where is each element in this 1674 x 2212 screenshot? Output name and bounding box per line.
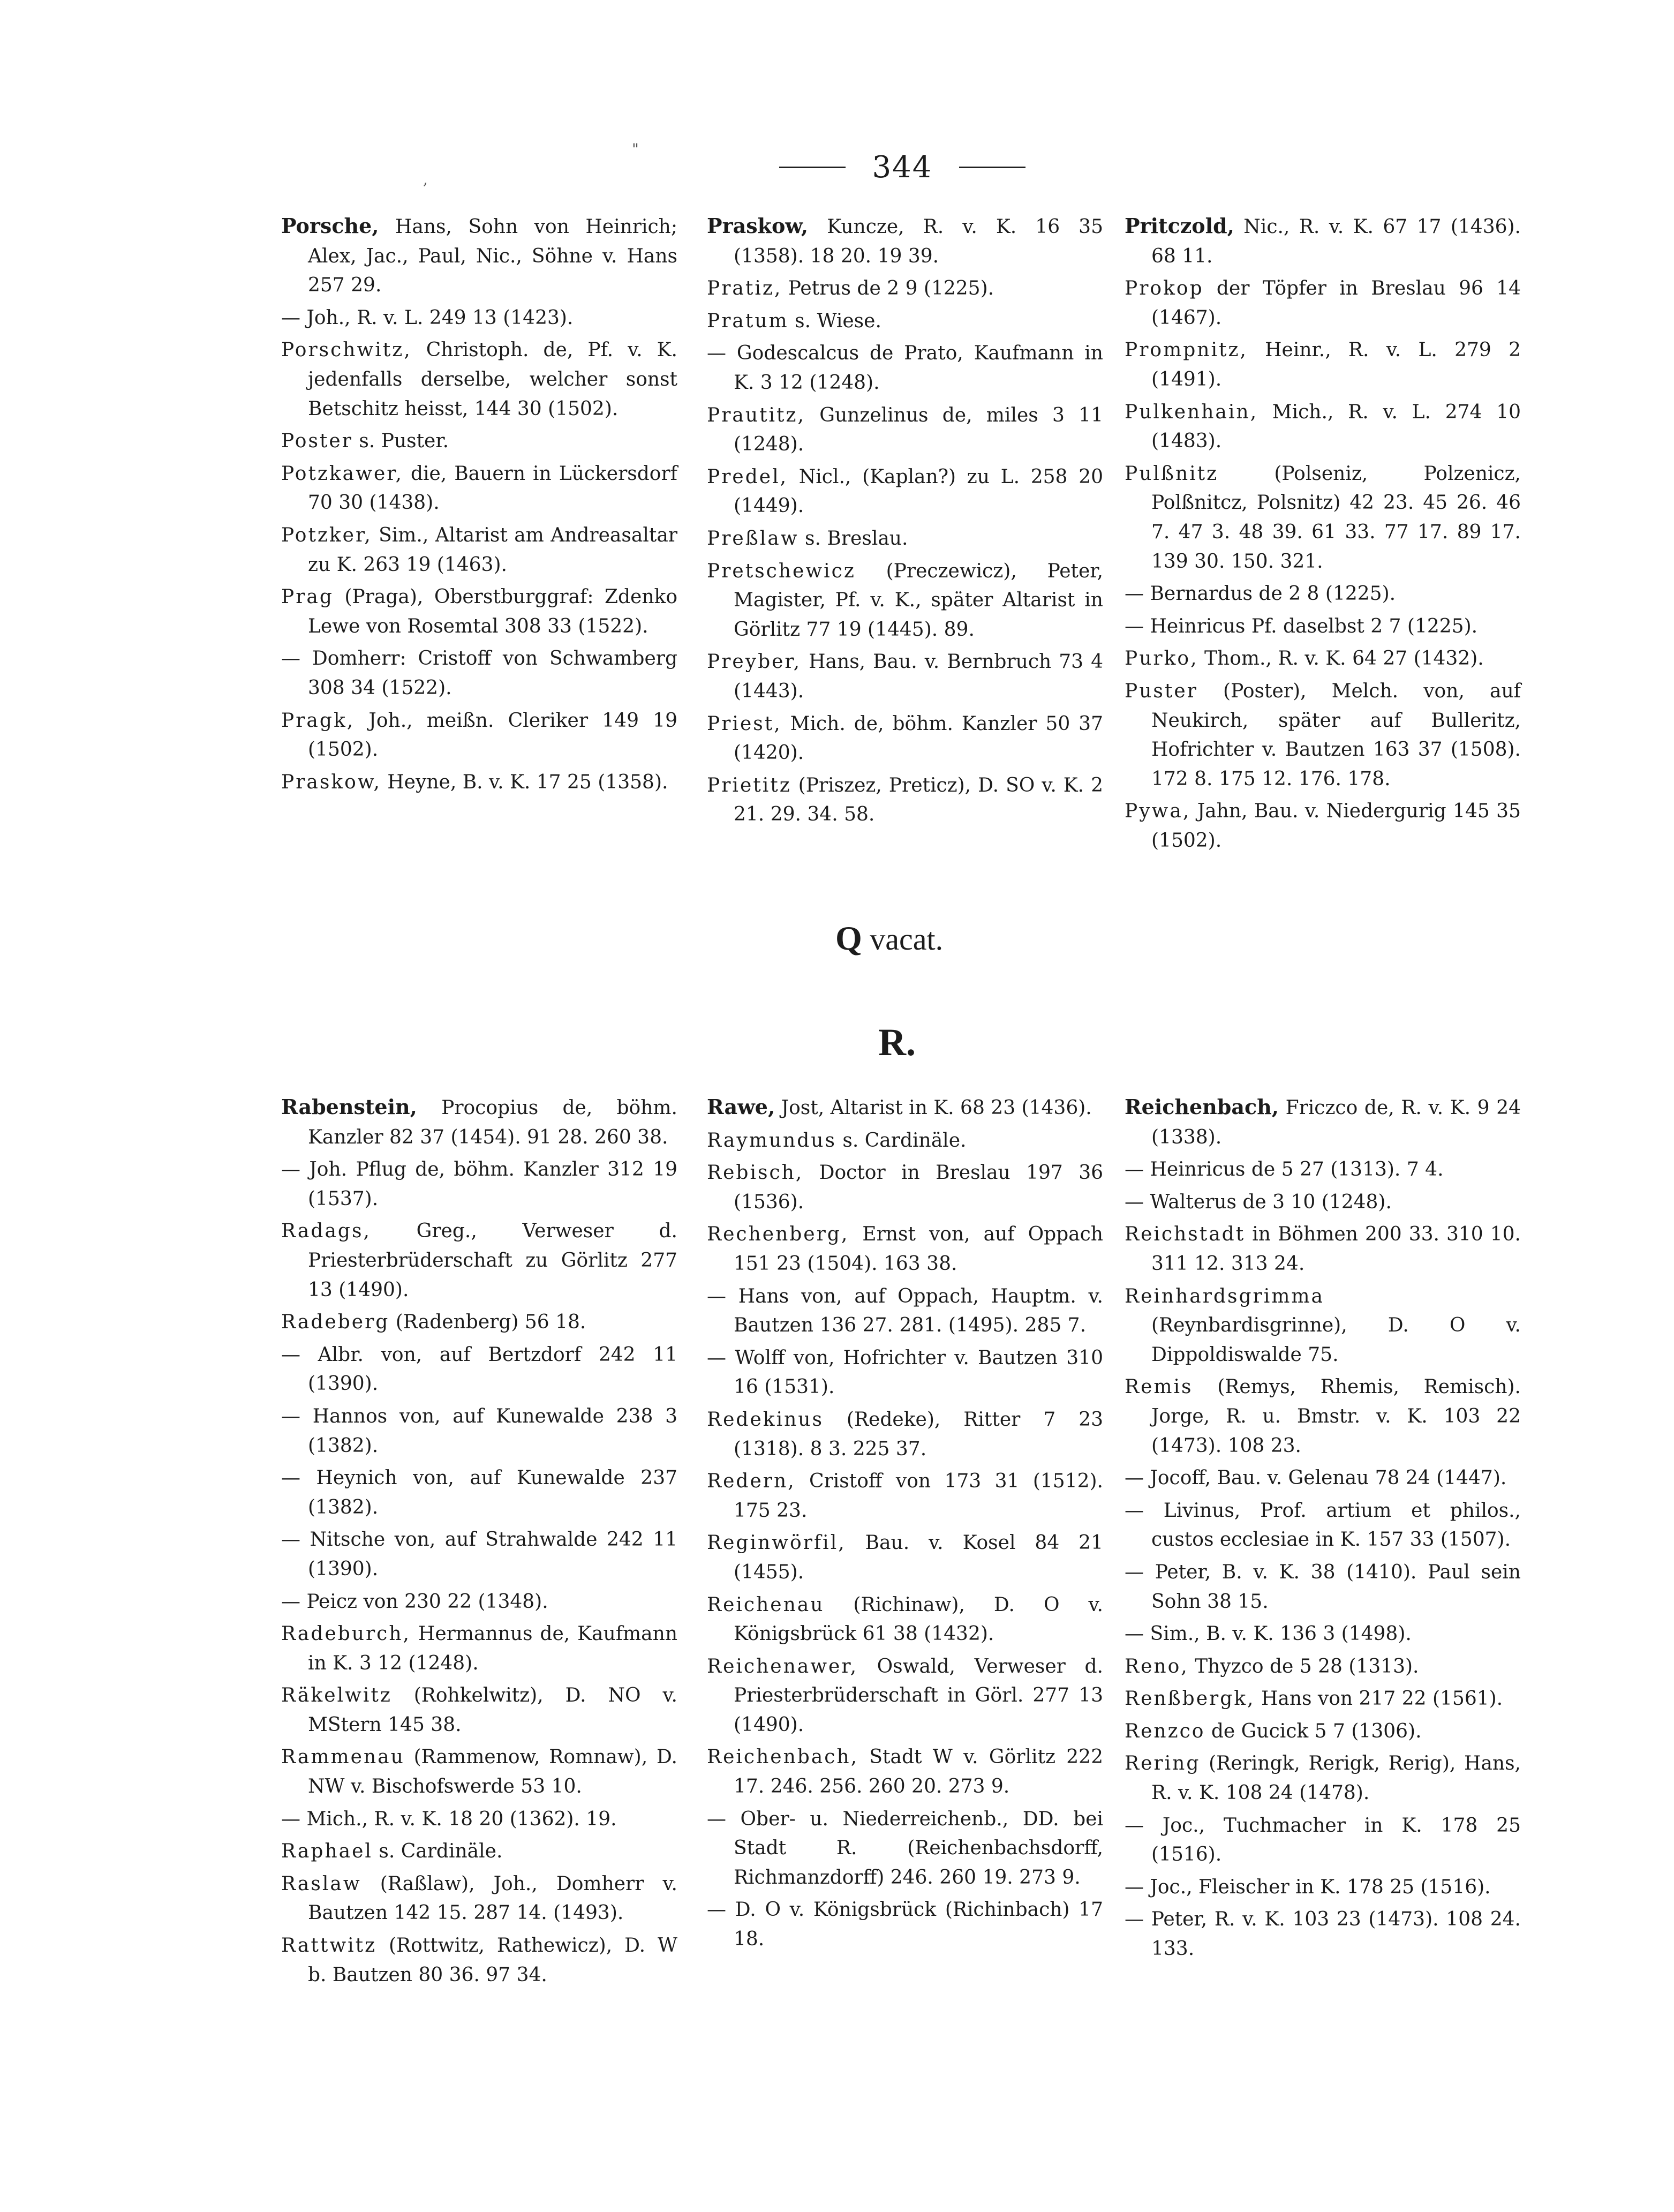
index-entry: [707, 1344, 1103, 1402]
index-entry-text: Christoph. de, Pf. v. K. jedenfalls derselbe, welcher sonst Betschitz heisst, 144 30 (1502).: [308, 339, 677, 420]
index-entry: [707, 710, 1103, 768]
index-entry-headword: Pritczold,: [1125, 214, 1234, 238]
stray-mark-quote: ": [632, 140, 639, 158]
index-entry-text: Jahn, Bau. v. Niedergurig 145 35 (1502).: [1151, 800, 1521, 852]
index-entry-headword: Pratiz,: [707, 277, 782, 300]
index-entry-headword: Prokop: [1125, 277, 1204, 300]
index-entry-text: Nicl., (Kaplan?) zu L. 258 20 (1449).: [734, 465, 1103, 517]
index-entry-headword: Prompnitz,: [1125, 339, 1248, 362]
index-entry-text: (Raßlaw), Joh., Domherr v. Bautzen 142 15. 287 14. (1493).: [308, 1872, 677, 1924]
index-column-top-2: [707, 212, 1103, 833]
index-entry-text: — Hannos von, auf Kunewalde 238 3 (1382).: [281, 1405, 677, 1457]
index-entry-headword: Redekinus: [707, 1408, 824, 1431]
index-entry: [281, 1308, 677, 1337]
index-entry: [281, 1464, 677, 1522]
index-entry-text: s. Cardinäle.: [372, 1840, 503, 1863]
index-entry-headword: Pulkenhain,: [1125, 401, 1258, 423]
index-entry: [281, 1341, 677, 1399]
index-entry: [281, 460, 677, 518]
index-entry: [1125, 1558, 1521, 1616]
index-entry: [1125, 212, 1521, 271]
index-column-bottom-2: [707, 1093, 1103, 1958]
index-entry-text: Joh., meißn. Cleriker 149 19 (1502).: [308, 709, 677, 761]
index-entry-text: — Peter, R. v. K. 103 23 (1473). 108 24. 133.: [1125, 1908, 1521, 1960]
index-entry: [707, 1743, 1103, 1801]
index-entry-text: (Reynbardisgrinne), D. O v. Dippoldiswalde 75.: [1151, 1314, 1521, 1366]
index-entry-text: Gunzelinus de, miles 3 11 (1248).: [734, 404, 1103, 456]
index-entry-headword: Remis: [1125, 1376, 1193, 1398]
index-entry: [281, 1743, 677, 1801]
index-entry-headword: Preyber,: [707, 651, 802, 673]
index-entry: [1125, 1620, 1521, 1649]
index-entry-headword: Reichenau: [707, 1593, 825, 1616]
index-entry: [1125, 580, 1521, 609]
index-entry-headword: Pragk,: [281, 709, 355, 732]
index-entry-text: s. Breslau.: [798, 527, 908, 550]
index-entry-headword: Potzkawer,: [281, 462, 403, 485]
index-entry: [281, 583, 677, 641]
index-entry-headword: Rechenberg,: [707, 1223, 849, 1246]
index-entry-text: — Heynich von, auf Kunewalde 237 (1382).: [281, 1467, 677, 1518]
index-entry: [281, 1093, 677, 1152]
index-entry: [1125, 1464, 1521, 1493]
index-entry-headword: Pretschewicz: [707, 560, 856, 582]
index-entry: [281, 1837, 677, 1867]
index-entry: [707, 307, 1103, 336]
index-entry: [707, 524, 1103, 554]
index-entry-text: Cristoff von 173 31 (1512). 175 23.: [734, 1470, 1103, 1522]
index-entry-text: Kuncze, R. v. K. 16 35 (1358). 18 20. 19 39.: [734, 216, 1103, 267]
index-entry-text: Petrus de 2 9 (1225).: [782, 277, 994, 300]
index-entry-headword: Praskow,: [707, 214, 809, 238]
index-entry: [281, 304, 677, 333]
index-entry-headword: Radags,: [281, 1220, 371, 1243]
index-entry: [281, 1681, 677, 1740]
index-entry-text: Hermannus de, Kaufmann in K. 3 12 (1248).: [308, 1623, 677, 1674]
index-entry: [1125, 677, 1521, 794]
index-entry: [281, 1155, 677, 1214]
index-entry-text: (Polseniz, Polzenicz, Polßnitcz, Polsnitz) 42 23. 45 26. 46 7. 47 3. 48 39. 61 33. 77 17. 89 17. 139 30. 150. 321.: [1151, 462, 1521, 573]
index-entry-headword: Raslaw: [281, 1872, 361, 1895]
index-entry-headword: Rebisch,: [707, 1162, 804, 1184]
index-entry: [1125, 336, 1521, 394]
index-entry-headword: Reno,: [1125, 1655, 1189, 1677]
index-entry-headword: Raymundus: [707, 1129, 836, 1152]
index-entry-text: der Töpfer in Breslau 96 14 (1467).: [1151, 277, 1521, 329]
index-entry: [281, 521, 677, 580]
index-entry-text: (Reringk, Rerigk, Rerig), Hans, R. v. K. 108 24 (1478).: [1151, 1752, 1521, 1804]
index-entry: [281, 427, 677, 456]
index-entry: [1125, 1496, 1521, 1555]
index-entry-text: — Nitsche von, auf Strahwalde 242 11 (1390).: [281, 1529, 677, 1580]
page-number-text: 344: [872, 149, 933, 185]
index-entry-headword: Radeberg: [281, 1311, 390, 1334]
index-entry-text: — Peicz von 230 22 (1348).: [281, 1590, 548, 1613]
index-entry: [1125, 1873, 1521, 1902]
index-entry-headword: Priest,: [707, 712, 782, 735]
index-entry: [281, 1587, 677, 1617]
index-entry-text: — Joc., Fleischer in K. 178 25 (1516).: [1125, 1876, 1491, 1898]
page-number-right-rule: [959, 167, 1025, 168]
index-entry-text: — Albr. von, auf Bertzdorf 242 11 (1390).: [281, 1343, 677, 1395]
index-entry: [1125, 1684, 1521, 1714]
index-entry-headword: Rattwitz: [281, 1935, 377, 1957]
index-entry-text: in Böhmen 200 33. 310 10. 311 12. 313 24.: [1151, 1223, 1521, 1275]
section-q-heading: [835, 919, 943, 958]
index-entry-text: die, Bauern in Lückersdorf 70 30 (1438).: [308, 462, 677, 514]
index-entry-text: Hans, Sohn von Heinrich; Alex, Jac., Paul, Nic., Söhne v. Hans 257 29.: [308, 216, 677, 297]
index-entry-text: Heyne, B. v. K. 17 25 (1358).: [381, 771, 668, 793]
index-entry: [707, 1805, 1103, 1893]
index-entry-text: Stadt W v. Görlitz 222 17. 246. 256. 260 20. 273 9.: [734, 1746, 1103, 1798]
index-entry-text: s. Wiese.: [788, 310, 881, 332]
index-entry-text: (Rohkelwitz), D. NO v. MStern 145 38.: [308, 1684, 677, 1736]
index-entry: [1125, 398, 1521, 456]
index-entry: [1125, 1093, 1521, 1152]
index-entry-headword: Radeburch,: [281, 1623, 411, 1645]
index-entry: [281, 1805, 677, 1834]
index-entry: [281, 336, 677, 424]
index-entry-headword: Porsche,: [281, 214, 379, 238]
index-entry: [1125, 460, 1521, 576]
index-entry: [1125, 1905, 1521, 1963]
index-entry: [707, 557, 1103, 645]
index-entry-text: Greg., Verweser d. Priesterbrüderschaft zu Görlitz 277 13 (1490).: [308, 1220, 677, 1301]
index-entry-headword: Pratum: [707, 310, 789, 332]
index-entry: [281, 1402, 677, 1461]
index-entry: [707, 1467, 1103, 1525]
index-entry: [707, 1282, 1103, 1341]
index-entry-headword: Reichenawer,: [707, 1655, 858, 1677]
index-entry-text: — D. O v. Königsbrück (Richinbach) 17 18.: [707, 1899, 1103, 1951]
index-entry-text: — Peter, B. v. K. 38 (1410). Paul sein Sohn 38 15.: [1125, 1561, 1521, 1613]
index-entry-headword: Pywa,: [1125, 800, 1191, 823]
index-entry-text: (Priszez, Preticz), D. SO v. K. 2 21. 29. 34. 58.: [734, 774, 1103, 826]
index-entry-text: Heinr., R. v. L. 279 2 (1491).: [1151, 339, 1521, 390]
index-entry-text: — Bernardus de 2 8 (1225).: [1125, 583, 1396, 605]
index-entry: [1125, 274, 1521, 333]
index-entry-text: Jost, Altarist in K. 68 23 (1436).: [775, 1097, 1092, 1119]
index-column-bottom-1: [281, 1093, 677, 1993]
page-number-left-rule: [779, 167, 846, 168]
index-entry: [707, 212, 1103, 271]
index-entry: [707, 1405, 1103, 1464]
index-entry: [707, 1895, 1103, 1954]
index-entry-text: (Richinaw), D. O v. Königsbrück 61 38 (1432).: [734, 1593, 1103, 1645]
index-entry: [1125, 1155, 1521, 1185]
index-entry-text: (Praga), Oberstburggraf: Zdenko Lewe von Rosemtal 308 33 (1522).: [308, 586, 677, 637]
index-entry: [707, 1126, 1103, 1156]
index-entry-text: (Preczewicz), Peter, Magister, Pf. v. K., später Altarist in Görlitz 77 19 (1445). 89.: [734, 560, 1103, 641]
index-entry: [1125, 644, 1521, 674]
index-entry-headword: Renzco: [1125, 1720, 1205, 1742]
index-entry: [281, 1931, 677, 1990]
page-number: [752, 146, 1052, 189]
index-entry: [1125, 1220, 1521, 1278]
index-entry-text: Friczco de, R. v. K. 9 24 (1338).: [1151, 1097, 1521, 1148]
index-entry-headword: Renßbergk,: [1125, 1688, 1255, 1710]
index-entry-text: — Heinricus de 5 27 (1313). 7 4.: [1125, 1158, 1444, 1181]
index-entry-headword: Reginwörfil,: [707, 1532, 846, 1554]
index-entry-headword: Rawe,: [707, 1095, 775, 1119]
index-entry: [1125, 1749, 1521, 1808]
index-entry-text: Hans, Bau. v. Bernbruch 73 4 (1443).: [734, 651, 1103, 702]
index-entry-text: Thom., R. v. K. 64 27 (1432).: [1198, 648, 1484, 670]
index-entry-text: — Heinricus Pf. daselbst 2 7 (1225).: [1125, 615, 1478, 637]
index-entry: [707, 771, 1103, 830]
index-entry-headword: Preßlaw: [707, 527, 799, 550]
index-entry: [707, 339, 1103, 397]
index-entry-headword: Poster: [281, 430, 353, 453]
index-entry: [707, 1158, 1103, 1217]
index-column-top-3: [1125, 212, 1521, 859]
index-entry-headword: Rabenstein,: [281, 1095, 417, 1119]
index-entry-text: Mich. de, böhm. Kanzler 50 37 (1420).: [734, 712, 1103, 764]
index-entry: [1125, 1188, 1521, 1217]
index-entry: [707, 274, 1103, 304]
index-entry-text: — Domherr: Cristoff von Schwamberg 308 34 (1522).: [281, 648, 677, 699]
index-entry: [1125, 1652, 1521, 1682]
index-entry-text: Thyzco de 5 28 (1313).: [1188, 1655, 1419, 1677]
index-entry-headword: Reichenbach,: [1125, 1095, 1279, 1119]
index-entry-text: Oswald, Verweser d. Priesterbrüderschaft in Görl. 277 13 (1490).: [734, 1655, 1103, 1736]
index-entry: [1125, 1373, 1521, 1461]
index-entry-headword: Reinhardsgrimma: [1125, 1285, 1324, 1307]
index-entry-text: (Rottwitz, Rathewicz), D. W b. Bautzen 80 36. 97 34.: [308, 1935, 677, 1986]
section-q-text: vacat.: [870, 922, 944, 957]
index-entry: [281, 644, 677, 703]
index-entry: [707, 401, 1103, 460]
index-entry-text: — Godescalcus de Prato, Kaufmann in K. 3 12 (1248).: [707, 342, 1103, 394]
index-entry: [281, 1525, 677, 1584]
index-entry: [1125, 1282, 1521, 1370]
index-entry-text: s. Puster.: [352, 430, 449, 453]
index-entry-text: Sim., Altarist am Andreasaltar zu K. 263 19 (1463).: [308, 524, 677, 576]
index-entry-text: Hans von 217 22 (1561).: [1255, 1688, 1503, 1710]
index-entry-headword: Praskow,: [281, 771, 381, 793]
index-entry-headword: Predel,: [707, 465, 788, 488]
index-entry: [1125, 612, 1521, 642]
index-entry-text: (Remys, Rhemis, Remisch). Jorge, R. u. Bmstr. v. K. 103 22 (1473). 108 23.: [1151, 1376, 1521, 1457]
index-entry-text: — Joc., Tuchmacher in K. 178 25 (1516).: [1125, 1814, 1521, 1866]
index-entry-text: (Redeke), Ritter 7 23 (1318). 8 3. 225 37.: [734, 1408, 1103, 1460]
index-entry-headword: Rammenau: [281, 1746, 405, 1769]
index-entry-headword: Purko,: [1125, 648, 1198, 670]
index-entry-text: — Jocoff, Bau. v. Gelenau 78 24 (1447).: [1125, 1467, 1507, 1489]
index-entry: [707, 1652, 1103, 1740]
index-entry-headword: Puster: [1125, 680, 1198, 702]
stray-mark-comma: ,: [423, 170, 428, 188]
index-entry: [707, 1220, 1103, 1278]
index-entry-text: (Poster), Melch. von, auf Neukirch, später auf Bulleritz, Hofrichter v. Bautzen 163 37 (1508). 172 8. 175 12. 176. 178.: [1151, 680, 1521, 790]
index-entry: [281, 1620, 677, 1678]
index-entry: [1125, 1717, 1521, 1747]
index-entry-text: — Walterus de 3 10 (1248).: [1125, 1191, 1392, 1213]
index-entry: [281, 768, 677, 797]
index-entry-text: — Sim., B. v. K. 136 3 (1498).: [1125, 1623, 1412, 1645]
index-entry-text: — Livinus, Prof. artium et philos., custos ecclesiae in K. 157 33 (1507).: [1125, 1499, 1521, 1551]
index-entry-text: Ernst von, auf Oppach 151 23 (1504). 163 38.: [734, 1223, 1103, 1275]
index-entry-headword: Pulßnitz: [1125, 462, 1219, 485]
index-entry: [1125, 1811, 1521, 1870]
index-entry-text: — Joh. Pflug de, böhm. Kanzler 312 19 (1537).: [281, 1158, 677, 1210]
index-entry-headword: Reichstadt: [1125, 1223, 1246, 1246]
index-entry-headword: Räkelwitz: [281, 1684, 392, 1707]
index-entry-text: — Mich., R. v. K. 18 20 (1362). 19.: [281, 1808, 617, 1830]
index-column-top-1: [281, 212, 677, 800]
index-entry-headword: Redern,: [707, 1470, 796, 1493]
index-entry: [707, 1093, 1103, 1123]
index-entry-text: — Joh., R. v. L. 249 13 (1423).: [281, 306, 574, 329]
section-r-heading: R.: [878, 1021, 916, 1064]
index-entry-text: — Hans von, auf Oppach, Hauptm. v. Bautzen 136 27. 281. (1495). 285 7.: [707, 1285, 1103, 1337]
index-column-bottom-3: [1125, 1093, 1521, 1967]
index-entry-headword: Prietitz: [707, 774, 791, 796]
index-entry-headword: Rering: [1125, 1752, 1201, 1775]
index-entry: [707, 1591, 1103, 1649]
index-entry-headword: Prag: [281, 586, 334, 608]
index-entry-text: Bau. v. Kosel 84 21 (1455).: [734, 1532, 1103, 1583]
index-entry: [1125, 797, 1521, 855]
index-entry-text: Mich., R. v. L. 274 10 (1483).: [1151, 401, 1521, 453]
index-entry-text: Procopius de, böhm. Kanzler 82 37 (1454). 91 28. 260 38.: [308, 1097, 677, 1148]
index-entry: [707, 648, 1103, 706]
index-entry-text: Nic., R. v. K. 67 17 (1436). 68 11.: [1151, 216, 1521, 267]
index-entry: [707, 463, 1103, 521]
section-q-letter: Q: [835, 919, 862, 957]
index-entry-text: (Rammenow, Romnaw), D. NW v. Bischofswerde 53 10.: [308, 1746, 677, 1798]
index-entry-text: — Ober- u. Niederreichenb., DD. bei Stadt R. (Reichenbachsdorff, Richmanzdorff) 246. 260 19. 273 9.: [707, 1808, 1103, 1889]
index-entry-text: Doctor in Breslau 197 36 (1536).: [734, 1162, 1103, 1213]
index-entry-headword: Potzker,: [281, 524, 372, 546]
index-entry: [707, 1529, 1103, 1587]
index-entry: [281, 212, 677, 300]
index-entry-text: de Gucick 5 7 (1306).: [1205, 1720, 1422, 1742]
index-entry: [281, 1870, 677, 1928]
index-entry: [281, 1217, 677, 1305]
index-entry-headword: Porschwitz,: [281, 339, 412, 362]
index-entry-text: (Radenberg) 56 18.: [389, 1311, 586, 1334]
index-entry-headword: Prautitz,: [707, 404, 805, 426]
index-entry-headword: Reichenbach,: [707, 1746, 859, 1769]
index-entry: [281, 706, 677, 765]
index-entry-text: — Wolff von, Hofrichter v. Bautzen 310 16 (1531).: [707, 1346, 1103, 1398]
index-entry-headword: Raphael: [281, 1840, 373, 1863]
index-entry-text: s. Cardinäle.: [836, 1129, 967, 1152]
